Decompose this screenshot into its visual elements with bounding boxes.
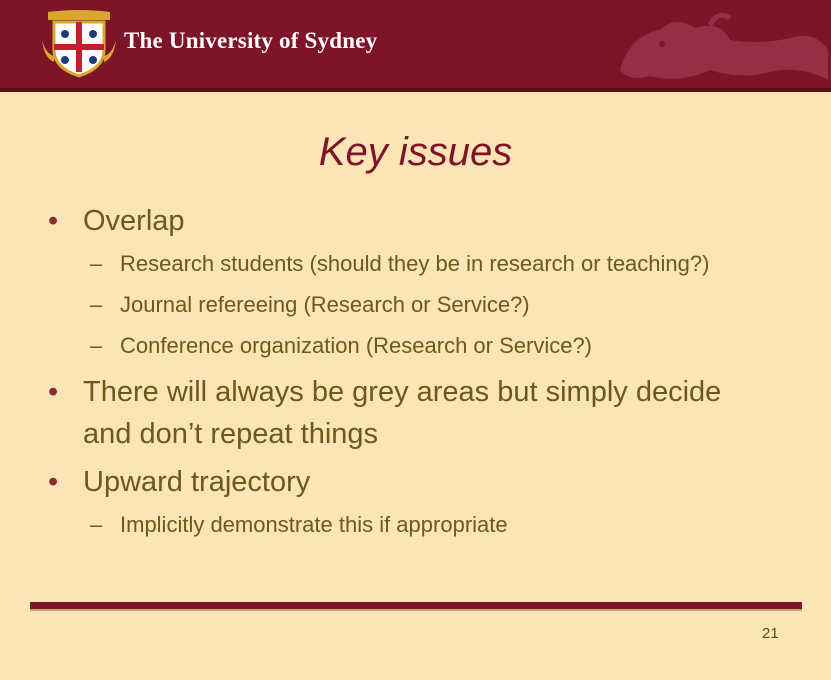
page-number: 21	[762, 625, 779, 642]
bullet-icon: •	[48, 466, 59, 498]
bullet-list	[48, 200, 748, 550]
slide-title: Key issues	[318, 130, 513, 174]
sub-bullet-item: – Implicitly demonstrate this if appropriate	[48, 509, 748, 540]
dash-icon: –	[90, 292, 103, 317]
dash-icon: –	[90, 333, 103, 358]
university-crest-icon	[40, 10, 118, 78]
university-name: The University of Sydney	[124, 28, 378, 53]
slide-header	[0, 0, 831, 88]
sub-bullet-item: – Journal refereeing (Research or Service?)	[48, 289, 748, 320]
bullet-icon: •	[48, 376, 59, 408]
footer-divider-accent	[30, 609, 802, 611]
footer-divider	[30, 602, 802, 609]
lion-emblem-icon	[600, 10, 831, 88]
dash-icon: –	[90, 512, 103, 537]
bullet-item: • Overlap	[48, 200, 748, 242]
dash-icon: –	[90, 251, 103, 276]
sub-bullet-item: – Research students (should they be in research or teaching?)	[48, 248, 748, 279]
sub-bullet-item: – Conference organization (Research or Service?)	[48, 330, 748, 361]
bullet-item: • There will always be grey areas but simply decide and don’t repeat things	[48, 371, 748, 455]
bullet-icon: •	[48, 205, 59, 237]
header-divider	[0, 88, 831, 92]
bullet-item: • Upward trajectory	[48, 461, 748, 503]
